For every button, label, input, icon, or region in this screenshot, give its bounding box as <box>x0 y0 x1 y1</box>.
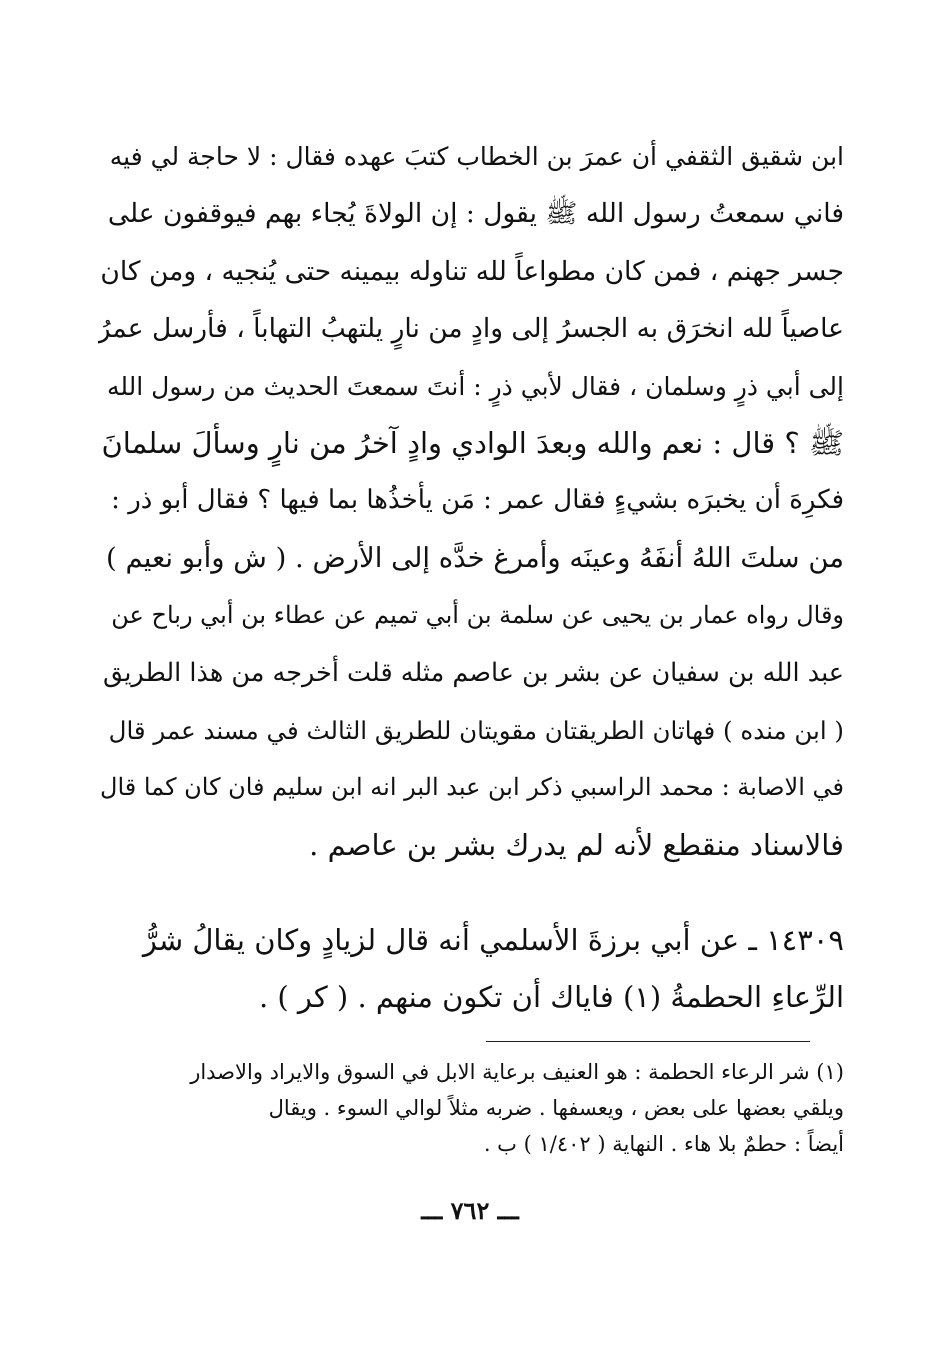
text-line: ١٤٣٠٩ ـ عن أبي برزةَ الأسلمي أنه قال لزيادٍ وكان يقالُ شرُّ <box>142 923 844 957</box>
text-line: فاني سمعتُ رسول الله ﷺ يقول : إن الولاةَ يُجاء بهم فيوقفون على <box>107 198 844 230</box>
text-line: عاصياً لله انخرَق به الجسرُ إلى وادٍ من نارٍ يلتهبُ التهاباً ، فأرسل عمرُ <box>98 313 844 345</box>
footnote-line: (١) شر الرعاء الحطمة : هو العنيف برعاية الابل في السوق والايراد والاصدار <box>190 1060 844 1084</box>
text-line: ﷺ ؟ قال : نعم والله وبعدَ الوادي وادٍ آخرُ من نارٍ وسألَ سلمانَ <box>101 425 844 460</box>
page-number: ـــ ٧٦٢ ـــ <box>421 1196 519 1225</box>
text-line: فالاسناد منقطع لأنه لم يدرك بشر بن عاصم . <box>309 827 844 862</box>
hadith-paragraph <box>98 912 844 1027</box>
text-line: وقال رواه عمار بن يحيى عن سلمة بن أبي تميم عن عطاء بن أبي رباح عن <box>111 601 844 630</box>
text-line: عبد الله بن سفيان عن بشر بن عاصم مثله قلت أخرجه من هذا الطريق <box>103 657 844 688</box>
footnotes <box>98 1054 844 1162</box>
footnote-line: ويلقي بعضها على بعض ، ويعسفها . ضربه مثلاً لوالي السوء . ويقال <box>268 1096 844 1120</box>
footnote-separator <box>486 1041 810 1042</box>
text-line: ابن شقيق الثقفي أن عمرَ بن الخطاب كتبَ عهده فقال : لا حاجة لي فيه <box>109 142 844 171</box>
text-line: من سلتَ اللهُ أنفَهُ وعينَه وأمرغ خدَّه إلى الأرض . ( ش وأبو نعيم ) <box>106 541 844 574</box>
text-line: في الاصابة : محمد الراسبي ذكر ابن عبد البر انه ابن سليم فان كان كما قال <box>100 773 844 802</box>
text-line: جسر جهنم ، فمن كان مطواعاً لله تناوله بيمينه حتى يُنجيه ، ومن كان <box>100 255 844 287</box>
footnote-line: أيضاً : حطمٌ بلا هاء . النهاية ( ١/٤٠٢ ) ب . <box>483 1132 844 1156</box>
text-line: ( ابن منده ) فهاتان الطريقتان مقويتان للطريق الثالث في مسند عمر قال <box>108 715 844 745</box>
text-line: الرِّعاءِ الحطمةُ (١) فاياك أن تكون منهم . ( كر ) . <box>258 980 844 1015</box>
main-paragraph <box>98 128 844 874</box>
text-line: فكرِهَ أن يخبرَه بشيءٍ فقال عمر : مَن يأخذُها بما فيها ؟ فقال أبو ذر : <box>111 485 844 516</box>
text-line: إلى أبي ذرٍ وسلمان ، فقال لأبي ذرٍ : أنتَ سمعتَ الحديث من رسول الله <box>106 371 844 401</box>
